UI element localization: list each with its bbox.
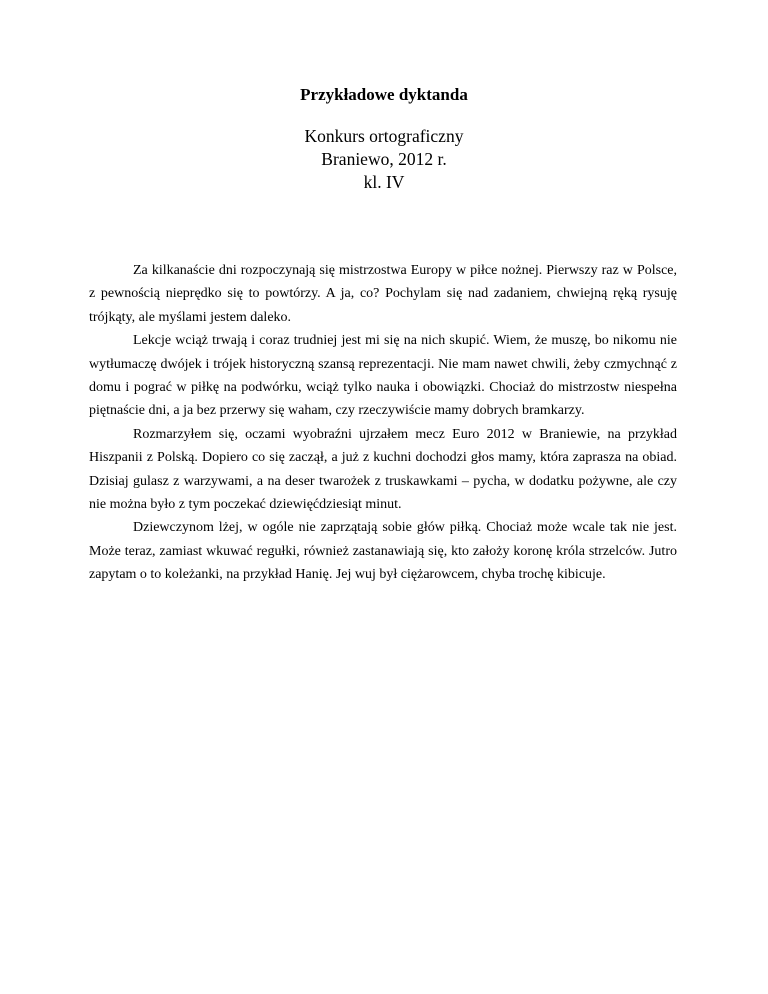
subtitle-contest-name: Konkurs ortograficzny: [304, 126, 464, 146]
document-title: Przykładowe dyktanda: [300, 85, 468, 104]
dictation-text: [89, 259, 677, 587]
subtitle-class: kl. IV: [363, 172, 405, 192]
paragraph: Lekcje wciąż trwają i coraz trudniej jest mi się na nich skupić. Wiem, że muszę, bo nikomu nie wytłumaczę dwójek i trójek historyczną szansą reprezentacji. Nie mam nawet chwili, żeby czmychnąć z domu i pograć w piłkę na podwórku, wciąż tylko nauka i obowiązki. Chociaż do mistrzostw niespełna piętnaście dni, a ja bez przerwy się waham, czy rzeczywiście mamy dobrych bramkarzy.: [89, 333, 677, 419]
paragraph: Rozmarzyłem się, oczami wyobraźni ujrzałem mecz Euro 2012 w Braniewie, na przykład Hiszpanii z Polską. Dopiero co się zaczął, a już z kuchni dochodzi głos mamy, która zaprasza na obiad. Dzisiaj gulasz z warzywami, a na deser twarożek z truskawkami – pycha, w dodatku pożywne, ale czy nie można było z tym poczekać dziewięćdziesiąt minut.: [89, 426, 677, 513]
document-subtitle: [0, 125, 768, 194]
paragraph: Za kilkanaście dni rozpoczynają się mistrzostwa Europy w piłce nożnej. Pierwszy raz w Polsce, z pewnością nieprędko się to powtórzy. A ja, co? Pochylam się nad zadaniem, chwiejną ręką rysuję trójkąty, ale myślami jestem daleko.: [89, 263, 677, 325]
subtitle-place-year: Braniewo, 2012 r.: [321, 149, 447, 169]
paragraph: Dziewczynom lżej, w ogóle nie zaprzątają sobie głów piłką. Chociaż może wcale tak nie jest. Może teraz, zamiast wkuwać regułki, również zastanawiają się, kto założy koronę króla strzelców. Jutro zapytam o to koleżanki, na przykład Hanię. Jej wuj był ciężarowcem, chyba trochę kibicuje.: [89, 520, 677, 583]
